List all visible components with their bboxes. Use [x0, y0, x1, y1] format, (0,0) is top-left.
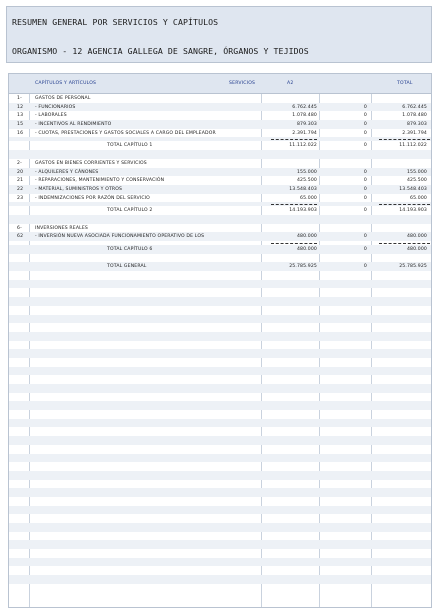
table-row-empty [9, 358, 431, 367]
summary-table [8, 73, 432, 608]
row-description: INVERSIONES REALES [35, 225, 88, 231]
col-header-a2: A2 [287, 81, 294, 86]
row-total-value: 425.500 [406, 178, 427, 184]
table-row-empty [9, 254, 431, 263]
row-total-value: 65.000 [410, 195, 427, 201]
row-description: - ALQUILERES Y CÁNONES [35, 169, 99, 175]
row-code: 23 [17, 195, 24, 201]
organism-title: ORGANISMO - 12 AGENCIA GALLEGA DE SANGRE, ÓRGANOS Y TEJIDOS [12, 46, 309, 56]
table-row-empty [9, 540, 431, 549]
row-other-value: 0 [363, 178, 367, 184]
table-row-empty [9, 410, 431, 419]
table-row-empty [9, 549, 431, 558]
table-row-empty [9, 332, 431, 341]
table-body [9, 94, 431, 593]
row-description: - INVERSIÓN NUEVA ASOCIADA FUNCIONAMIENTO OPERATIVO DE LOS [35, 234, 205, 240]
row-a2-value: 2.391.794 [292, 130, 317, 136]
row-description: - REPARACIONES, MANTENIMIENTO Y CONSERVACIÓN [35, 178, 165, 184]
table-row [9, 168, 431, 177]
dashed-rule [271, 139, 317, 140]
row-description: - INCENTIVOS AL RENDIMIENTO [35, 122, 112, 128]
row-a2-value: 480.000 [296, 247, 317, 252]
table-row-empty [9, 471, 431, 480]
table-row-empty [9, 306, 431, 315]
row-total-value: 2.391.794 [402, 130, 427, 136]
chapter-row [9, 94, 431, 103]
row-a2-value: 425.500 [296, 178, 317, 184]
row-other-value: 0 [363, 234, 367, 240]
table-row [9, 185, 431, 194]
dashed-rule [379, 243, 430, 244]
table-row-empty [9, 384, 431, 393]
row-code: 15 [17, 122, 24, 128]
table-row-empty [9, 575, 431, 584]
table-row-empty [9, 367, 431, 376]
table-row-empty [9, 436, 431, 445]
row-other-value: 0 [363, 113, 367, 119]
table-row-empty [9, 419, 431, 428]
row-other-value: 0 [363, 264, 367, 270]
row-other-value: 0 [363, 169, 367, 175]
row-other-value: 0 [363, 122, 367, 128]
row-a2-value: 65.000 [300, 195, 317, 201]
row-total-value: 155.000 [406, 169, 427, 175]
row-a2-value: 11.112.022 [289, 143, 317, 149]
table-row-empty [9, 349, 431, 358]
total-row [9, 262, 431, 271]
row-total-value: 6.762.445 [402, 104, 427, 110]
table-row-empty [9, 341, 431, 350]
total-row [9, 141, 431, 150]
row-code: 62 [17, 234, 24, 240]
table-row [9, 194, 431, 203]
table-row [9, 103, 431, 112]
row-total-value: 480.000 [406, 234, 427, 240]
row-code: 12 [17, 104, 24, 110]
row-code: 16 [17, 130, 24, 136]
chapter-row [9, 224, 431, 233]
row-code: 13 [17, 113, 24, 119]
table-row-empty [9, 288, 431, 297]
table-row-empty [9, 280, 431, 289]
row-a2-value: 14.193.903 [289, 208, 317, 214]
row-other-value: 0 [363, 130, 367, 136]
row-code: 20 [17, 169, 24, 175]
table-row-empty [9, 401, 431, 410]
dashed-rule [271, 204, 317, 205]
table-row-empty [9, 315, 431, 324]
row-other-value: 0 [363, 208, 367, 214]
row-other-value: 0 [363, 186, 367, 192]
table-row-empty [9, 393, 431, 402]
row-description: - LABORALES [35, 113, 67, 119]
table-row-empty [9, 375, 431, 384]
col-header-chapters: CAPÍTULOS Y ARTÍCULOS [35, 81, 97, 86]
table-row-empty [9, 445, 431, 454]
row-other-value: 0 [363, 143, 367, 149]
table-row-empty [9, 323, 431, 332]
row-total-value: 1.078.480 [402, 113, 427, 119]
table-row-empty [9, 497, 431, 506]
table-row [9, 176, 431, 185]
row-code: 6- [17, 225, 22, 231]
table-row [9, 120, 431, 129]
row-a2-value: 155.000 [296, 169, 317, 175]
row-a2-value: 1.078.480 [292, 113, 317, 119]
report-title: RESUMEN GENERAL POR SERVICIOS Y CAPÍTULOS [12, 17, 219, 27]
chapter-row [9, 159, 431, 168]
row-a2-value: 879.303 [296, 122, 317, 128]
table-row-empty [9, 558, 431, 567]
table-row-empty [9, 506, 431, 515]
row-description: TOTAL CAPÍTULO 1 [107, 143, 153, 149]
table-row-empty [9, 462, 431, 471]
row-description: TOTAL CAPÍTULO 6 [107, 247, 153, 252]
dashed-rule [379, 204, 430, 205]
total-row [9, 206, 431, 215]
row-description: - INDEMNIZACIONES POR RAZÓN DEL SERVICIO [35, 195, 150, 201]
row-total-value: 879.303 [406, 122, 427, 128]
row-description: TOTAL GENERAL [107, 264, 147, 270]
table-row-empty [9, 523, 431, 532]
table-row-empty [9, 297, 431, 306]
table-row-empty [9, 488, 431, 497]
row-other-value: 0 [363, 104, 367, 110]
table-row-empty [9, 532, 431, 541]
col-header-total: TOTAL [397, 81, 413, 86]
table-row [9, 111, 431, 120]
row-code: 2- [17, 160, 22, 166]
table-row-empty [9, 150, 431, 159]
row-total-value: 25.785.925 [399, 264, 427, 270]
report-header [6, 6, 432, 63]
row-description: GASTOS EN BIENES CORRIENTES Y SERVICIOS [35, 160, 147, 166]
table-row-empty [9, 584, 431, 593]
row-code: 21 [17, 178, 24, 184]
row-a2-value: 13.548.403 [289, 186, 317, 192]
row-description: - CUOTAS, PRESTACIONES Y GASTOS SOCIALES A CARGO DEL EMPLEADOR [35, 130, 216, 136]
row-code: 1- [17, 96, 22, 101]
col-header-services: SERVICIOS [229, 81, 256, 86]
row-total-value: 13.548.403 [399, 186, 427, 192]
table-row-empty [9, 215, 431, 224]
row-description: - MATERIAL, SUMINISTROS Y OTROS [35, 186, 123, 192]
row-a2-value: 480.000 [296, 234, 317, 240]
table-row-empty [9, 454, 431, 463]
row-description: TOTAL CAPÍTULO 2 [107, 208, 153, 214]
row-total-value: 11.112.022 [399, 143, 427, 149]
row-a2-value: 25.785.925 [289, 264, 317, 270]
row-code: 22 [17, 186, 24, 192]
table-row-empty [9, 566, 431, 575]
table-row-empty [9, 480, 431, 489]
table-row [9, 129, 431, 138]
dashed-rule [379, 139, 430, 140]
table-row-empty [9, 427, 431, 436]
table-header [9, 74, 431, 94]
row-description: GASTOS DE PERSONAL [35, 96, 91, 101]
row-total-value: 480.000 [406, 247, 427, 252]
row-other-value: 0 [363, 247, 367, 252]
total-row [9, 245, 431, 254]
row-total-value: 14.193.903 [399, 208, 427, 214]
row-other-value: 0 [363, 195, 367, 201]
dashed-rule [271, 243, 317, 244]
table-row-empty [9, 271, 431, 280]
table-row-empty [9, 514, 431, 523]
row-description: - FUNCIONARIOS [35, 104, 76, 110]
row-a2-value: 6.762.445 [292, 104, 317, 110]
table-row [9, 232, 431, 241]
